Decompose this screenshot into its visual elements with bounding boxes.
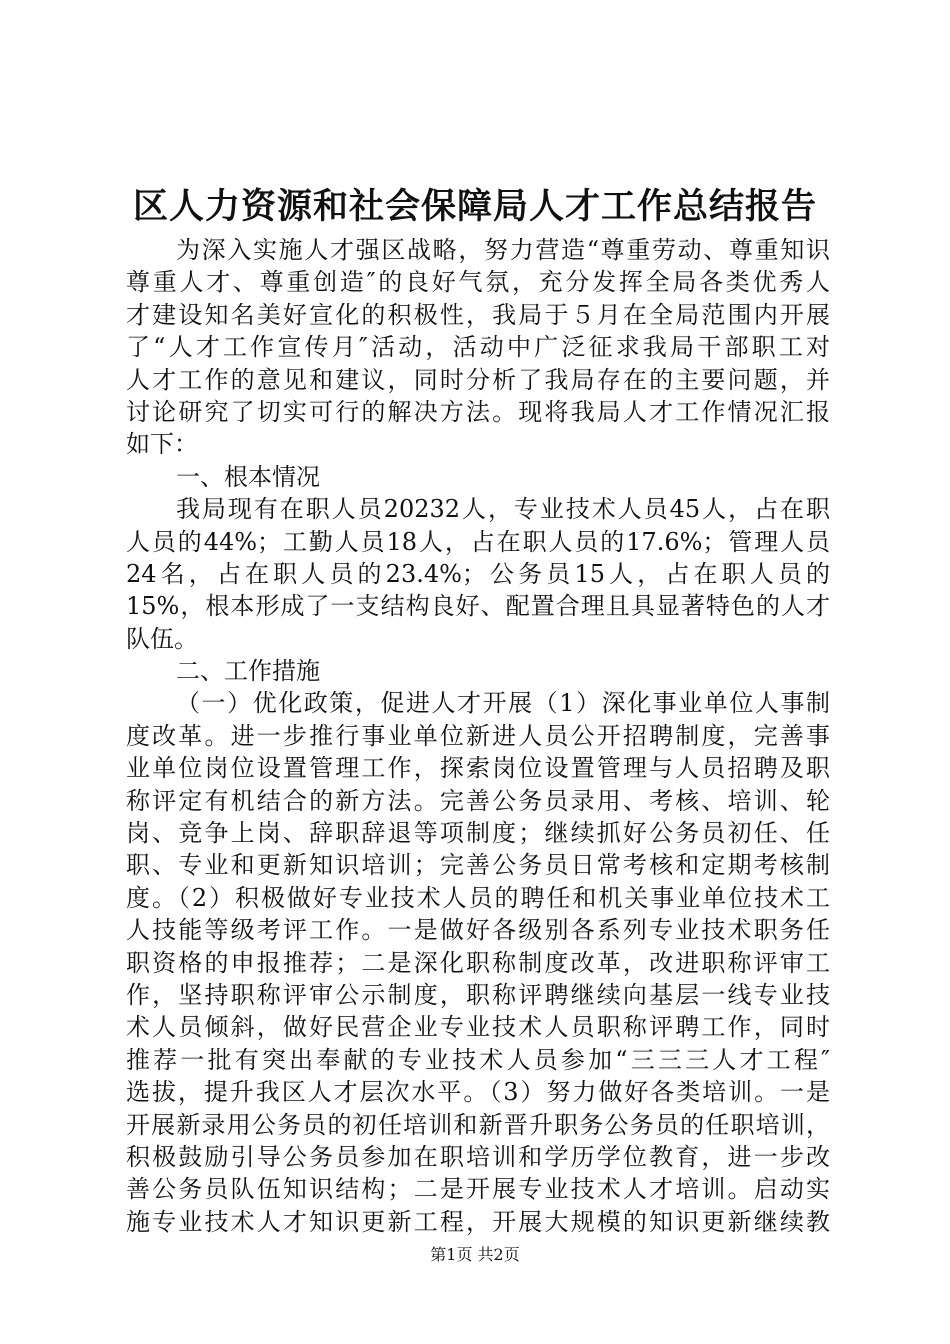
paragraph-line: 推荐一批有突出奉献的专业技术人员参加“三三三人才工程″ [126, 1045, 830, 1074]
paragraph-line: 24名，占在职人员的23.4%；公务员15人，占在职人员的 [126, 559, 830, 588]
paragraph-line: 如下： [126, 430, 198, 459]
paragraph-line: 人员的44%；工勤人员18人，占在职人员的17.6%；管理人员 [126, 527, 830, 556]
paragraph-line: 人才工作的意见和建议，同时分析了我局存在的主要问题，并 [126, 365, 830, 394]
paragraph-line: 职资格的申报推荐；二是深化职称制度改革，改进职称评审工 [126, 948, 830, 977]
paragraph-line: 度改革。进一步推行事业单位新进人员公开招聘制度，完善事 [126, 721, 830, 750]
paragraph-line: 度。（2）积极做好专业技术人员的聘任和机关事业单位技术工 [126, 883, 830, 912]
paragraph-line: 术人员倾斜，做好民营企业专业技术人员职称评聘工作，同时 [126, 1013, 830, 1042]
paragraph-line: 队伍。 [126, 624, 198, 653]
paragraph-line: 作，坚持职称评审公示制度，职称评聘继续向基层一线专业技 [126, 980, 830, 1009]
paragraph-line: 讨论研究了切实可行的解决方法。现将我局人才工作情况汇报 [126, 397, 830, 426]
paragraph-line: 积极鼓励引导公务员参加在职培训和学历学位教育，进一步改 [126, 1142, 830, 1171]
paragraph-line: 开展新录用公务员的初任培训和新晋升职务公务员的任职培训， [126, 1110, 830, 1139]
paragraph-line: 才建设知名美好宣化的积极性，我局于５月在全局范围内开展 [126, 300, 830, 329]
paragraph-line: 为深入实施人才强区战略，努力营造“尊重劳动、尊重知识 [176, 236, 830, 264]
paragraph-line: 选拔，提升我区人才层次水平。（3）努力做好各类培训。一是 [126, 1078, 830, 1107]
paragraph-line: 施专业技术人才知识更新工程，开展大规模的知识更新继续教 [126, 1207, 830, 1236]
paragraph-line: 职、专业和更新知识培训；完善公务员日常考核和定期考核制 [126, 851, 830, 880]
paragraph-line: 人技能等级考评工作。一是做好各级别各系列专业技术职务任 [126, 916, 830, 945]
paragraph-line: （一）优化政策，促进人才开展（1）深化事业单位人事制 [176, 689, 830, 718]
paragraph-line: 了“人才工作宣传月″活动，活动中广泛征求我局干部职工对 [126, 333, 830, 362]
document-title: 区人力资源和社会保障局人才工作总结报告 [132, 186, 817, 227]
section-heading: 二、工作措施 [176, 657, 320, 686]
document-body [126, 234, 830, 1238]
paragraph-line: 我局现有在职人员20232人，专业技术人员45人，占在职 [176, 495, 830, 524]
paragraph-line: 尊重人才、尊重创造″的良好气氛，充分发挥全局各类优秀人 [126, 268, 830, 297]
section-heading: 一、根本情况 [176, 462, 320, 491]
paragraph-line: 15%，根本形成了一支结构良好、配置合理且具显著特色的人才 [126, 592, 830, 621]
paragraph-line: 业单位岗位设置管理工作，探索岗位设置管理与人员招聘及职 [126, 754, 830, 783]
paragraph-line: 岗、竞争上岗、辞职辞退等项制度；继续抓好公务员初任、任 [126, 819, 830, 848]
paragraph-line: 称评定有机结合的新方法。完善公务员录用、考核、培训、轮 [126, 786, 830, 815]
page-footer: 第1页 共2页 [430, 1245, 520, 1264]
paragraph-line: 善公务员队伍知识结构；二是开展专业技术人才培训。启动实 [126, 1175, 830, 1204]
